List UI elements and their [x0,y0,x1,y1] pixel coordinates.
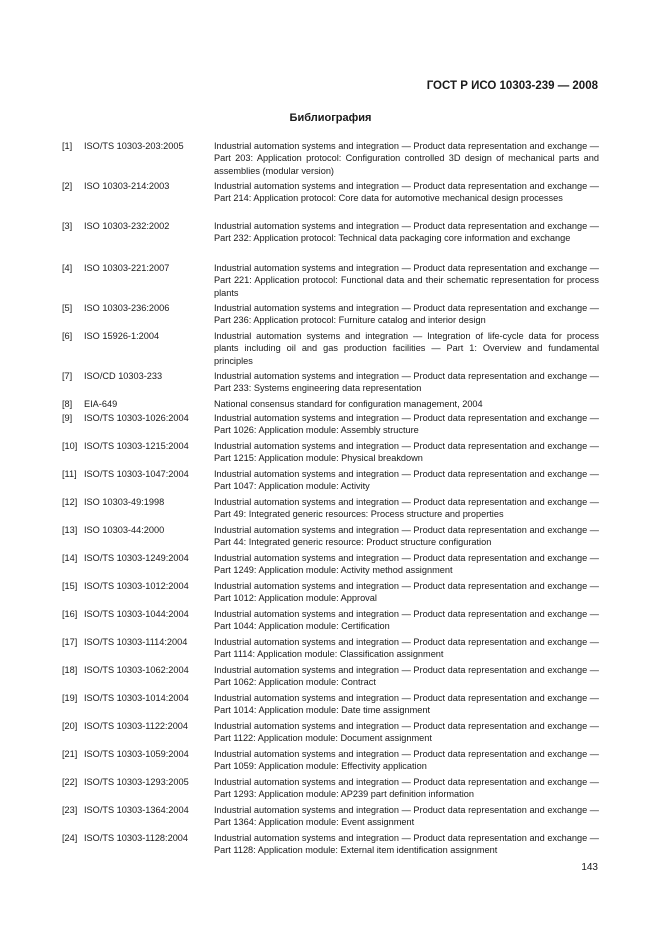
entry-description: Industrial automation systems and integration — Integration of life-cycle data for process plants including oil and gas production facilities — Part 1: Overview and fundamental principles [214,331,599,366]
entry-reference: ISO/TS 10303-1012:2004 [84,581,189,591]
entry-description: Industrial automation systems and integration — Product data representation and exchange — Part 232: Application protocol: Technical data packaging core information and exchange [214,221,599,244]
entry-description: Industrial automation systems and integration — Product data representation and exchange — Part 1014: Application module: Date time assignment [214,693,599,716]
bibliography-entry [62,524,599,549]
entry-description: Industrial automation systems and integration — Product data representation and exchange — Part 44: Integrated generic resource: Product structure configuration [214,525,599,548]
entry-number: [12] [62,497,78,507]
document-header: ГОСТ Р ИСО 10303-239 — 2008 [426,80,598,92]
entry-reference: ISO/TS 10303-1293:2005 [84,777,189,787]
entry-number: [17] [62,637,78,647]
entry-description: Industrial automation systems and integration — Product data representation and exchange — Part 233: Systems engineering data representation [214,371,599,394]
bibliography-entry [62,832,599,857]
bibliography-entry [62,412,599,437]
entry-reference: ISO/TS 10303-1047:2004 [84,469,189,479]
bibliography-entry [62,664,599,689]
entry-reference: ISO/TS 10303-1059:2004 [84,749,189,759]
entry-number: [8] [62,399,73,409]
entry-number: [15] [62,581,78,591]
entry-reference: EIA-649 [84,399,118,409]
entry-reference: ISO/TS 10303-1026:2004 [84,413,189,423]
entry-reference: ISO 10303-214:2003 [84,181,170,191]
entry-number: [7] [62,371,73,381]
entry-description: Industrial automation systems and integration — Product data representation and exchange — Part 236: Application protocol: Furniture catalog and interior design [214,303,599,326]
entry-reference: ISO/TS 10303-1044:2004 [84,609,189,619]
entry-number: [5] [62,303,73,313]
entry-reference: ISO/TS 10303-1249:2004 [84,553,189,563]
bibliography-entry [62,552,599,577]
entry-description: Industrial automation systems and integration — Product data representation and exchange — Part 221: Application protocol: Functional data and their schematic representation for process plants [214,263,599,298]
entry-number: [13] [62,525,78,535]
entry-number: [14] [62,553,78,563]
entry-description: Industrial automation systems and integration — Product data representation and exchange — Part 1059: Application module: Effectivity application [214,749,599,772]
entry-number: [11] [62,469,77,479]
entry-number: [6] [62,331,73,341]
entry-description: Industrial automation systems and integration — Product data representation and exchange — Part 214: Application protocol: Core data for automotive mechanical design processes [214,181,599,204]
entry-number: [23] [62,805,78,815]
entry-reference: ISO/TS 10303-1114:2004 [84,637,188,647]
entry-reference: ISO 10303-232:2002 [84,221,170,231]
bibliography-entry [62,468,599,493]
entry-description: Industrial automation systems and integration — Product data representation and exchange — Part 203: Application protocol: Configuration controlled 3D design of mechanical parts and assemblies (modular version) [214,141,599,176]
bibliography-entry [62,330,599,367]
bibliography-entry [62,398,599,410]
entry-number: [3] [62,221,73,231]
bibliography-entry [62,370,599,395]
entry-description: Industrial automation systems and integration — Product data representation and exchange — Part 1114: Application module: Classification assignment [214,637,599,660]
bibliography-entry [62,580,599,605]
entry-reference: ISO 15926-1:2004 [84,331,160,341]
page-number: 143 [581,862,598,873]
entry-number: [2] [62,181,73,191]
bibliography-entry [62,748,599,773]
bibliography-entry [62,608,599,633]
entry-description: Industrial automation systems and integration — Product data representation and exchange — Part 49: Integrated generic resources: Process structure and properties [214,497,599,520]
entry-reference: ISO 10303-49:1998 [84,497,165,507]
entry-reference: ISO/CD 10303-233 [84,371,163,381]
section-title: Библиография [289,112,372,124]
entry-description: Industrial automation systems and integration — Product data representation and exchange — Part 1047: Application module: Activity [214,469,599,492]
entry-description: Industrial automation systems and integration — Product data representation and exchange — Part 1062: Application module: Contract [214,665,599,688]
bibliography-entry [62,262,599,299]
entry-reference: ISO 10303-236:2006 [84,303,170,313]
bibliography-entry [62,180,599,205]
entry-reference: ISO/TS 10303-1062:2004 [84,665,189,675]
entry-reference: ISO/TS 10303-1364:2004 [84,805,189,815]
bibliography-entry [62,220,599,245]
entry-description: Industrial automation systems and integration — Product data representation and exchange — Part 1364: Application module: Event assignment [214,805,599,828]
entry-description: Industrial automation systems and integration — Product data representation and exchange — Part 1012: Application module: Approval [214,581,599,604]
entry-description: Industrial automation systems and integration — Product data representation and exchange — Part 1249: Application module: Activity method assignment [214,553,599,576]
entry-number: [4] [62,263,73,273]
entry-description: Industrial automation systems and integration — Product data representation and exchange — Part 1122: Application module: Document assignment [214,721,599,744]
entry-reference: ISO/TS 10303-1128:2004 [84,833,189,843]
bibliography-entry [62,302,599,327]
entry-number: [21] [62,749,78,759]
bibliography-entry [62,720,599,745]
entry-reference: ISO/TS 10303-1014:2004 [84,693,189,703]
bibliography-entry [62,804,599,829]
entry-number: [16] [62,609,78,619]
bibliography-entry [62,776,599,801]
entry-reference: ISO/TS 10303-203:2005 [84,141,184,151]
entry-description: National consensus standard for configuration management, 2004 [214,399,483,409]
entry-number: [9] [62,413,73,423]
entry-description: Industrial automation systems and integration — Product data representation and exchange — Part 1044: Application module: Certification [214,609,599,632]
entry-description: Industrial automation systems and integration — Product data representation and exchange — Part 1128: Application module: External item identification assignment [214,833,599,856]
entry-number: [19] [62,693,78,703]
entry-description: Industrial automation systems and integration — Product data representation and exchange — Part 1293: Application module: AP239 part definition information [214,777,599,800]
entry-number: [22] [62,777,78,787]
entry-number: [10] [62,441,78,451]
entry-description: Industrial automation systems and integration — Product data representation and exchange — Part 1215: Application module: Physical breakdown [214,441,599,464]
entry-reference: ISO 10303-44:2000 [84,525,165,535]
bibliography-entry [62,692,599,717]
bibliography-entry [62,636,599,661]
entry-reference: ISO/TS 10303-1215:2004 [84,441,189,451]
entry-number: [1] [62,141,73,151]
entry-reference: ISO 10303-221:2007 [84,263,170,273]
entry-number: [20] [62,721,78,731]
bibliography-entry [62,440,599,465]
bibliography-entry [62,496,599,521]
entry-number: [18] [62,665,78,675]
bibliography-entry [62,140,599,177]
entry-description: Industrial automation systems and integration — Product data representation and exchange — Part 1026: Application module: Assembly structure [214,413,599,436]
entry-number: [24] [62,833,78,843]
entry-reference: ISO/TS 10303-1122:2004 [84,721,189,731]
